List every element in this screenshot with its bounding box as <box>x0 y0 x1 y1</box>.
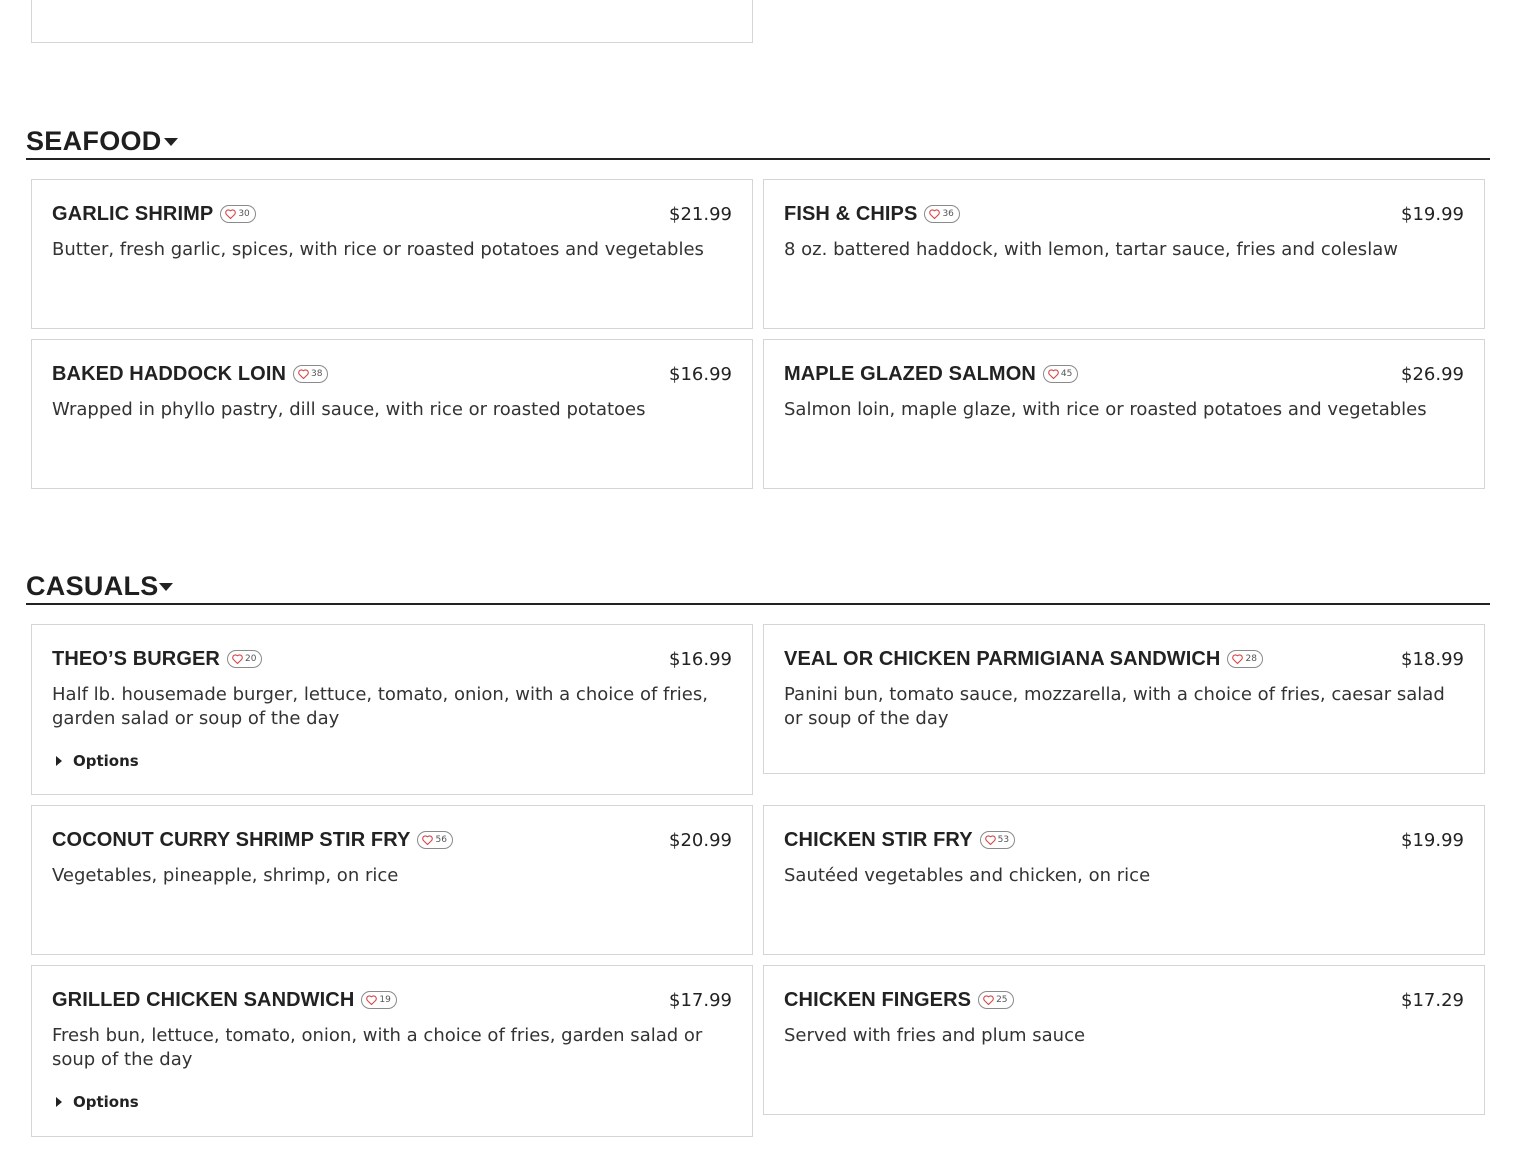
menu-item-card[interactable] <box>763 965 1485 1115</box>
like-button[interactable] <box>924 205 959 223</box>
item-price: $17.99 <box>669 990 732 1011</box>
item-description: Served with fries and plum sauce <box>784 1025 1086 1046</box>
menu-item-card[interactable] <box>31 965 753 1137</box>
item-name-row <box>784 200 960 228</box>
like-button[interactable] <box>1043 365 1078 383</box>
like-button[interactable] <box>361 991 396 1009</box>
item-price: $19.99 <box>1401 830 1464 851</box>
like-button[interactable] <box>417 831 452 849</box>
item-description: 8 oz. battered haddock, with lemon, tartar sauce, fries and coleslaw <box>784 239 1398 260</box>
heart-icon <box>1232 654 1243 664</box>
heart-icon <box>985 835 996 845</box>
menu-item-card[interactable] <box>31 805 753 955</box>
like-button[interactable] <box>1227 650 1262 668</box>
previous-section-card <box>31 0 753 43</box>
item-price: $21.99 <box>669 204 732 225</box>
item-name: CHICKEN STIR FRY <box>784 828 973 851</box>
item-description: Butter, fresh garlic, spices, with rice or roasted potatoes and vegetables <box>52 239 704 260</box>
item-name-row <box>784 986 1014 1014</box>
item-price: $18.99 <box>1401 649 1464 670</box>
section-header-casuals[interactable] <box>26 571 1490 605</box>
caret-down-icon[interactable] <box>164 138 178 146</box>
item-name-row <box>52 645 262 673</box>
menu-item-card[interactable] <box>763 624 1485 774</box>
like-count: 53 <box>997 835 1010 845</box>
menu-item-card[interactable] <box>763 805 1485 955</box>
like-count: 20 <box>244 654 257 664</box>
like-button[interactable] <box>978 991 1013 1009</box>
item-name: THEO’S BURGER <box>52 647 220 670</box>
heart-icon <box>225 209 236 219</box>
item-price: $20.99 <box>669 830 732 851</box>
item-description: Vegetables, pineapple, shrimp, on rice <box>52 865 399 886</box>
menu-item-card[interactable] <box>763 179 1485 329</box>
menu-item-card[interactable] <box>31 179 753 329</box>
item-name-row <box>52 986 397 1014</box>
caret-down-icon[interactable] <box>159 583 173 591</box>
like-count: 45 <box>1060 369 1073 379</box>
item-name-row <box>52 200 256 228</box>
item-name: CHICKEN FINGERS <box>784 988 972 1011</box>
item-description: Half lb. housemade burger, lettuce, tomato, onion, with a choice of fries, garden salad or soup of the day <box>52 684 708 729</box>
item-description: Sautéed vegetables and chicken, on rice <box>784 865 1151 886</box>
like-button[interactable] <box>293 365 328 383</box>
item-name-row <box>52 360 328 388</box>
heart-icon <box>298 369 309 379</box>
heart-icon <box>1048 369 1059 379</box>
like-count: 25 <box>996 995 1008 1005</box>
heart-icon <box>983 995 994 1005</box>
heart-icon <box>232 654 243 664</box>
like-button[interactable] <box>980 831 1015 849</box>
menu-item-card[interactable] <box>31 624 753 795</box>
heart-icon <box>422 835 433 845</box>
like-count: 30 <box>238 209 250 219</box>
heart-icon <box>929 209 940 219</box>
item-description: Salmon loin, maple glaze, with rice or roasted potatoes and vegetables <box>784 399 1427 420</box>
options-toggle[interactable] <box>56 1093 139 1111</box>
like-count: 38 <box>311 369 323 379</box>
like-count: 36 <box>942 209 954 219</box>
item-name: COCONUT CURRY SHRIMP STIR FRY <box>52 828 411 851</box>
item-name-row <box>52 826 453 854</box>
like-button[interactable] <box>220 205 255 223</box>
item-price: $19.99 <box>1401 204 1464 225</box>
item-price: $16.99 <box>669 649 732 670</box>
section-header-seafood[interactable] <box>26 126 1490 160</box>
section-title: CASUALS <box>26 571 159 601</box>
heart-icon <box>366 995 377 1005</box>
caret-right-icon <box>56 1097 62 1107</box>
like-count: 56 <box>435 835 447 845</box>
item-name-row <box>784 360 1078 388</box>
item-name-row <box>784 645 1263 673</box>
item-price: $26.99 <box>1401 364 1464 385</box>
caret-right-icon <box>56 756 62 766</box>
item-price: $17.29 <box>1401 990 1464 1011</box>
like-count: 28 <box>1245 654 1257 664</box>
item-name: BAKED HADDOCK LOIN <box>52 362 287 385</box>
item-name: GARLIC SHRIMP <box>52 202 214 225</box>
item-name: GRILLED CHICKEN SANDWICH <box>52 988 355 1011</box>
options-label: Options <box>73 1093 139 1111</box>
item-price: $16.99 <box>669 364 732 385</box>
options-label: Options <box>73 752 139 770</box>
item-description: Panini bun, tomato sauce, mozzarella, with a choice of fries, caesar salad or soup of the day <box>784 684 1445 729</box>
menu-item-card[interactable] <box>31 339 753 489</box>
section-title: SEAFOOD <box>26 126 162 156</box>
like-button[interactable] <box>227 650 262 668</box>
options-toggle[interactable] <box>56 752 139 770</box>
item-name: VEAL OR CHICKEN PARMIGIANA SANDWICH <box>784 647 1221 670</box>
item-name-row <box>784 826 1015 854</box>
item-name: MAPLE GLAZED SALMON <box>784 362 1036 385</box>
like-count: 19 <box>379 995 391 1005</box>
menu-item-card[interactable] <box>763 339 1485 489</box>
item-description: Fresh bun, lettuce, tomato, onion, with a choice of fries, garden salad or soup of the day <box>52 1025 703 1070</box>
item-name: FISH & CHIPS <box>784 202 918 225</box>
item-description: Wrapped in phyllo pastry, dill sauce, with rice or roasted potatoes <box>52 399 646 420</box>
